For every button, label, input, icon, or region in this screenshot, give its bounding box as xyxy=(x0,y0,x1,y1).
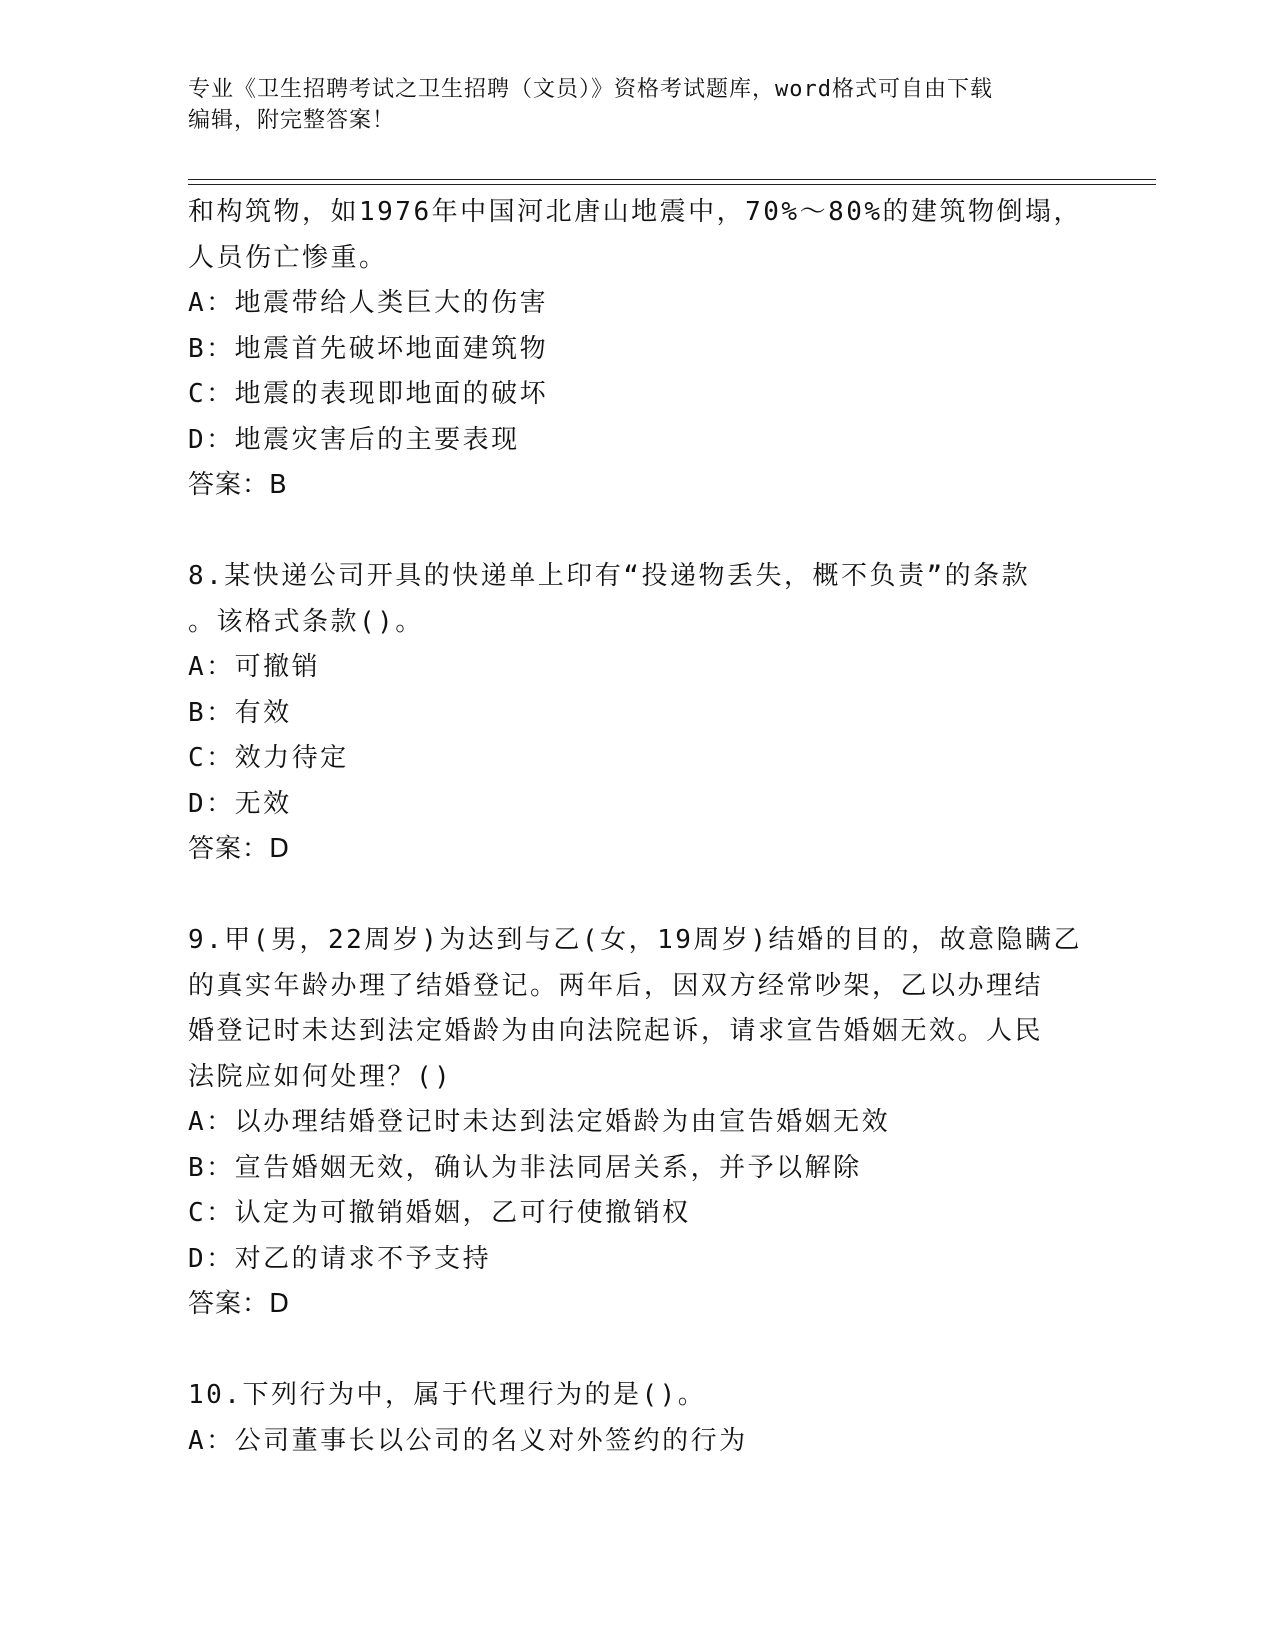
answer: 答案：D xyxy=(188,834,291,864)
spacer xyxy=(188,1328,1088,1374)
question-text-line: 和构筑物，如1976年中国河北唐山地震中，70%～80%的建筑物倒塌， xyxy=(188,197,1083,227)
answer: 答案：B xyxy=(188,470,288,500)
question-text-line: 10.下列行为中，属于代理行为的是()。 xyxy=(188,1380,707,1410)
header-rule-bottom xyxy=(188,184,1156,185)
header-line-2: 编辑，附完整答案！ xyxy=(188,108,396,133)
option-a: A：地震带给人类巨大的伤害 xyxy=(188,288,549,318)
question-text-line: 的真实年龄办理了结婚登记。两年后，因双方经常吵架，乙以办理结 xyxy=(188,970,1044,1001)
option-d: D：无效 xyxy=(188,788,292,819)
option-b: B：宣告婚姻无效，确认为非法同居关系，并予以解除 xyxy=(188,1152,862,1183)
option-a: A：公司董事长以公司的名义对外签约的行为 xyxy=(188,1425,748,1456)
header-rule-top xyxy=(188,179,1156,180)
option-c: C：认定为可撤销婚姻，乙可行使撤销权 xyxy=(188,1198,691,1228)
question-text-line: 法院应如何处理？() xyxy=(188,1061,453,1092)
option-d: D：对乙的请求不予支持 xyxy=(188,1243,492,1274)
question-list xyxy=(188,190,1088,1464)
option-d: D：地震灾害后的主要表现 xyxy=(188,424,520,455)
header-line-1: 专业《卫生招聘考试之卫生招聘（文员）》资格考试题库，word格式可自由下载 xyxy=(188,77,993,102)
spacer xyxy=(188,509,1088,555)
question-8 xyxy=(188,554,1088,873)
question-text-line: 人员伤亡惨重。 xyxy=(188,242,388,273)
option-a: A：以办理结婚登记时未达到法定婚龄为由宣告婚姻无效 xyxy=(188,1107,891,1137)
option-b: B：地震首先破坏地面建筑物 xyxy=(188,333,549,364)
question-10 xyxy=(188,1373,1088,1464)
question-text-line: 9.甲(男，22周岁)为达到与乙(女，19周岁)结婚的目的，故意隐瞒乙 xyxy=(188,925,1083,955)
question-7-continued xyxy=(188,190,1088,509)
question-text-line: 婚登记时未达到法定婚龄为由向法院起诉，请求宣告婚姻无效。人民 xyxy=(188,1016,1044,1046)
option-c: C：效力待定 xyxy=(188,743,349,773)
option-b: B：有效 xyxy=(188,697,292,728)
document-header xyxy=(188,74,1068,136)
option-a: A：可撤销 xyxy=(188,652,321,682)
question-text-line: 8.某快递公司开具的快递单上印有“投递物丢失，概不负责”的条款 xyxy=(188,561,1031,591)
question-text-line: 。该格式条款()。 xyxy=(188,606,424,637)
answer: 答案：D xyxy=(188,1289,291,1319)
spacer xyxy=(188,873,1088,919)
question-9 xyxy=(188,918,1088,1328)
option-c: C：地震的表现即地面的破坏 xyxy=(188,379,549,409)
